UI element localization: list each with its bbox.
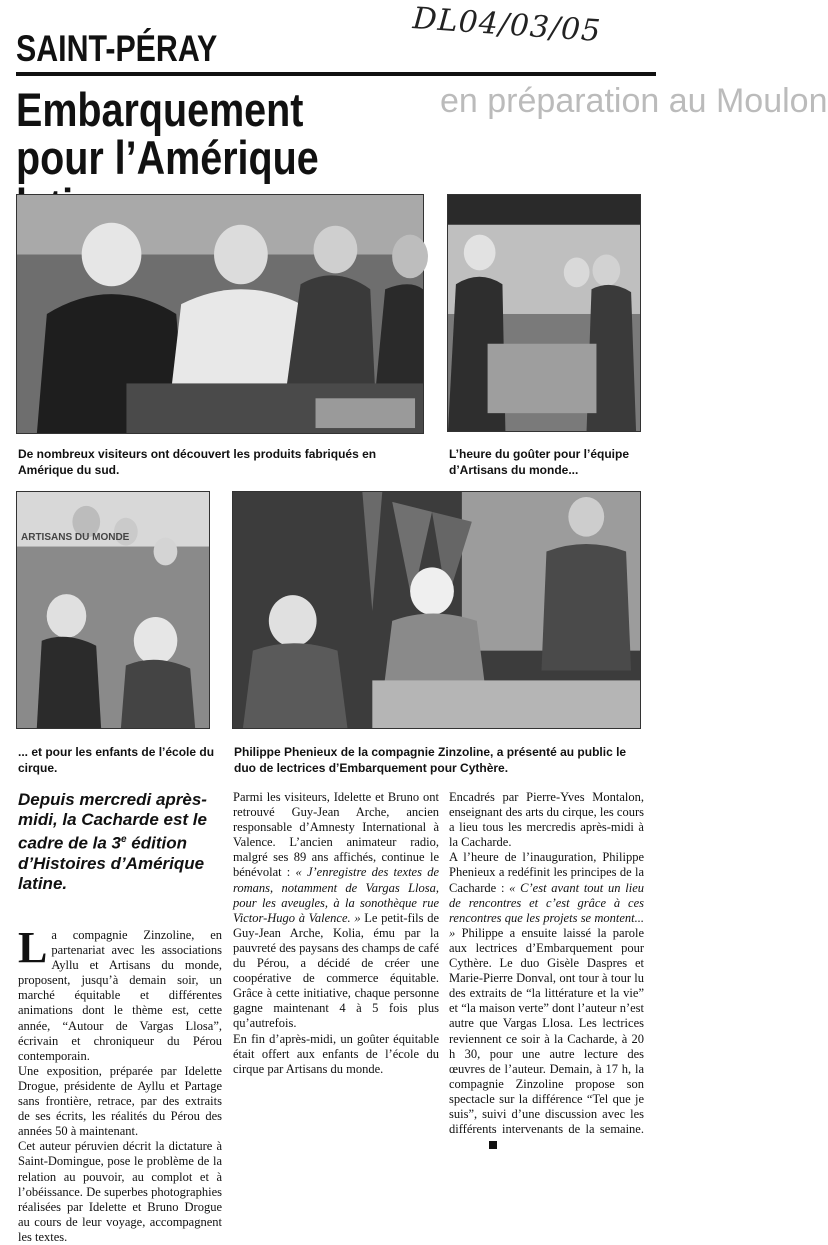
body-column-1 (18, 923, 222, 1245)
body-paragraph: En fin d’après-midi, un goûter équitable était offert aux enfants de l’école du cirque par Artisans du monde. (233, 1031, 439, 1076)
handwritten-date-note: DL04/03/05 (411, 1, 603, 50)
photo-artisans-team (447, 194, 641, 432)
quote-arche: « J’enregistre des textes de romans, notamment de Vargas Llosa, pour les aveugles, à la sonothèque rue Victor-Hugo à Valence. » (233, 865, 439, 925)
body-paragraph (449, 850, 644, 1152)
end-mark (489, 1141, 497, 1149)
section-header (16, 28, 656, 76)
lead-superscript: e (121, 834, 127, 845)
section-town: SAINT-PÉRAY (16, 28, 218, 69)
photo-caption-children: ... et pour les enfants de l’école du cirque. (18, 745, 215, 775)
lead-text: Depuis mercredi après-midi, la Cacharde est le cadre de la 3 (18, 790, 207, 853)
bleed-through-text: en préparation au Moulon (440, 82, 828, 120)
paragraph-text: Philippe a ensuite laissé la parole aux lectrices d’Embarquement pour Cythère. Le duo Gisèle Daspres et Marie-Pierre Donval, ont tour à tour lu des extraits de “la littérature et la vie” et “la maison verte” dont l’auteur n’est autre que Vargas Llosa. Les lectrices reviennent ce soir à la Cacharde, à 20 h 30, pour une autre lecture des œuvres de l’auteur. Demain, à 17 h, la compagnie Zinzoline propose son spectacle sur la différence “Tel que je suis”, suivi d’une discussion avec les différents intervenants de la semaine. (449, 925, 645, 1137)
photo-phenieux-readers (232, 491, 641, 729)
lead-text-end: édition d’Histoires d’Amérique latine. (18, 833, 205, 893)
photo-sign-artisans: ARTISANS DU MONDE (21, 532, 130, 543)
body-column-2 (233, 790, 439, 1077)
photo-caption-team: L’heure du goûter pour l’équipe d’Artisans du monde... (449, 447, 630, 477)
paragraph-text: A l’heure de l’inauguration, Philippe Phenieux a redéfinit les principes de la Cacharde : (449, 850, 644, 895)
body-paragraph: Encadrés par Pierre-Yves Montalon, enseignant des arts du cirque, les cours a lieu tous les mercredis après-midi à la Cacharde. (449, 790, 644, 850)
quote-phenieux: « C’est avant tout un lieu de rencontres et c’est grâce à ces rencontres que les projets se montent... » (449, 880, 644, 940)
photo-caption-visitors: De nombreux visiteurs ont découvert les produits fabriqués en Amérique du sud. (18, 447, 377, 477)
drop-cap: L (18, 923, 48, 972)
article-headline: Embarquement pour l’Amérique (16, 83, 319, 184)
photo-visitors-market (16, 194, 424, 434)
paragraph-text: Parmi les visiteurs, Idelette et Bruno ont retrouvé Guy-Jean Arche, ancien responsable d’Amnesty International à Valence. L’ancien animateur radio, malgré ses 89 ans affichés, continue le bénévolat : (233, 790, 439, 880)
body-paragraph (233, 790, 439, 1032)
paragraph-text: Le petit-fils de Guy-Jean Arche, Kolia, ému par la pauvreté des paysans des champs de café du Pérou, a décidé de créer une coopérative de commerce équitable. Grâce à cette initiative, chaque personne gagne maintenant 4 à 5 fois plus qu’autrefois. (233, 910, 440, 1031)
photo-circus-children (16, 491, 210, 729)
body-column-3 (449, 790, 644, 1152)
article-lead (18, 790, 228, 894)
photo-caption-phenieux: Philippe Phenieux de la compagnie Zinzoline, a présenté au public le duo de lectrices d’Embarquement pour Cythère. (234, 745, 627, 775)
body-paragraph: Cet auteur péruvien décrit la dictature à Saint-Domingue, pose le problème de la relation au pouvoir, au complot et à l’obéissance. De superbes photographies réalisées par Idelette et Bruno Drogue au cours de leur voyage, accompagnent les textes. (18, 1139, 222, 1244)
paragraph-text: a compagnie Zinzoline, en partenariat avec les associations Ayllu et Artisans du monde, proposent, jusqu’à demain soir, un marché équitable et différentes animations dont le thème est, cette année, “Autour de Vargas Llosa”, écrivain et chroniqueur du Pérou contemporain. (18, 928, 222, 1063)
body-paragraph: Une exposition, préparée par Idelette Drogue, présidente de Ayllu et Partage sans frontière, retrace, par des extraits de ses écrits, les réalités du Pérou des années 50 à maintenant. (18, 1063, 222, 1139)
body-paragraph (18, 923, 222, 1064)
